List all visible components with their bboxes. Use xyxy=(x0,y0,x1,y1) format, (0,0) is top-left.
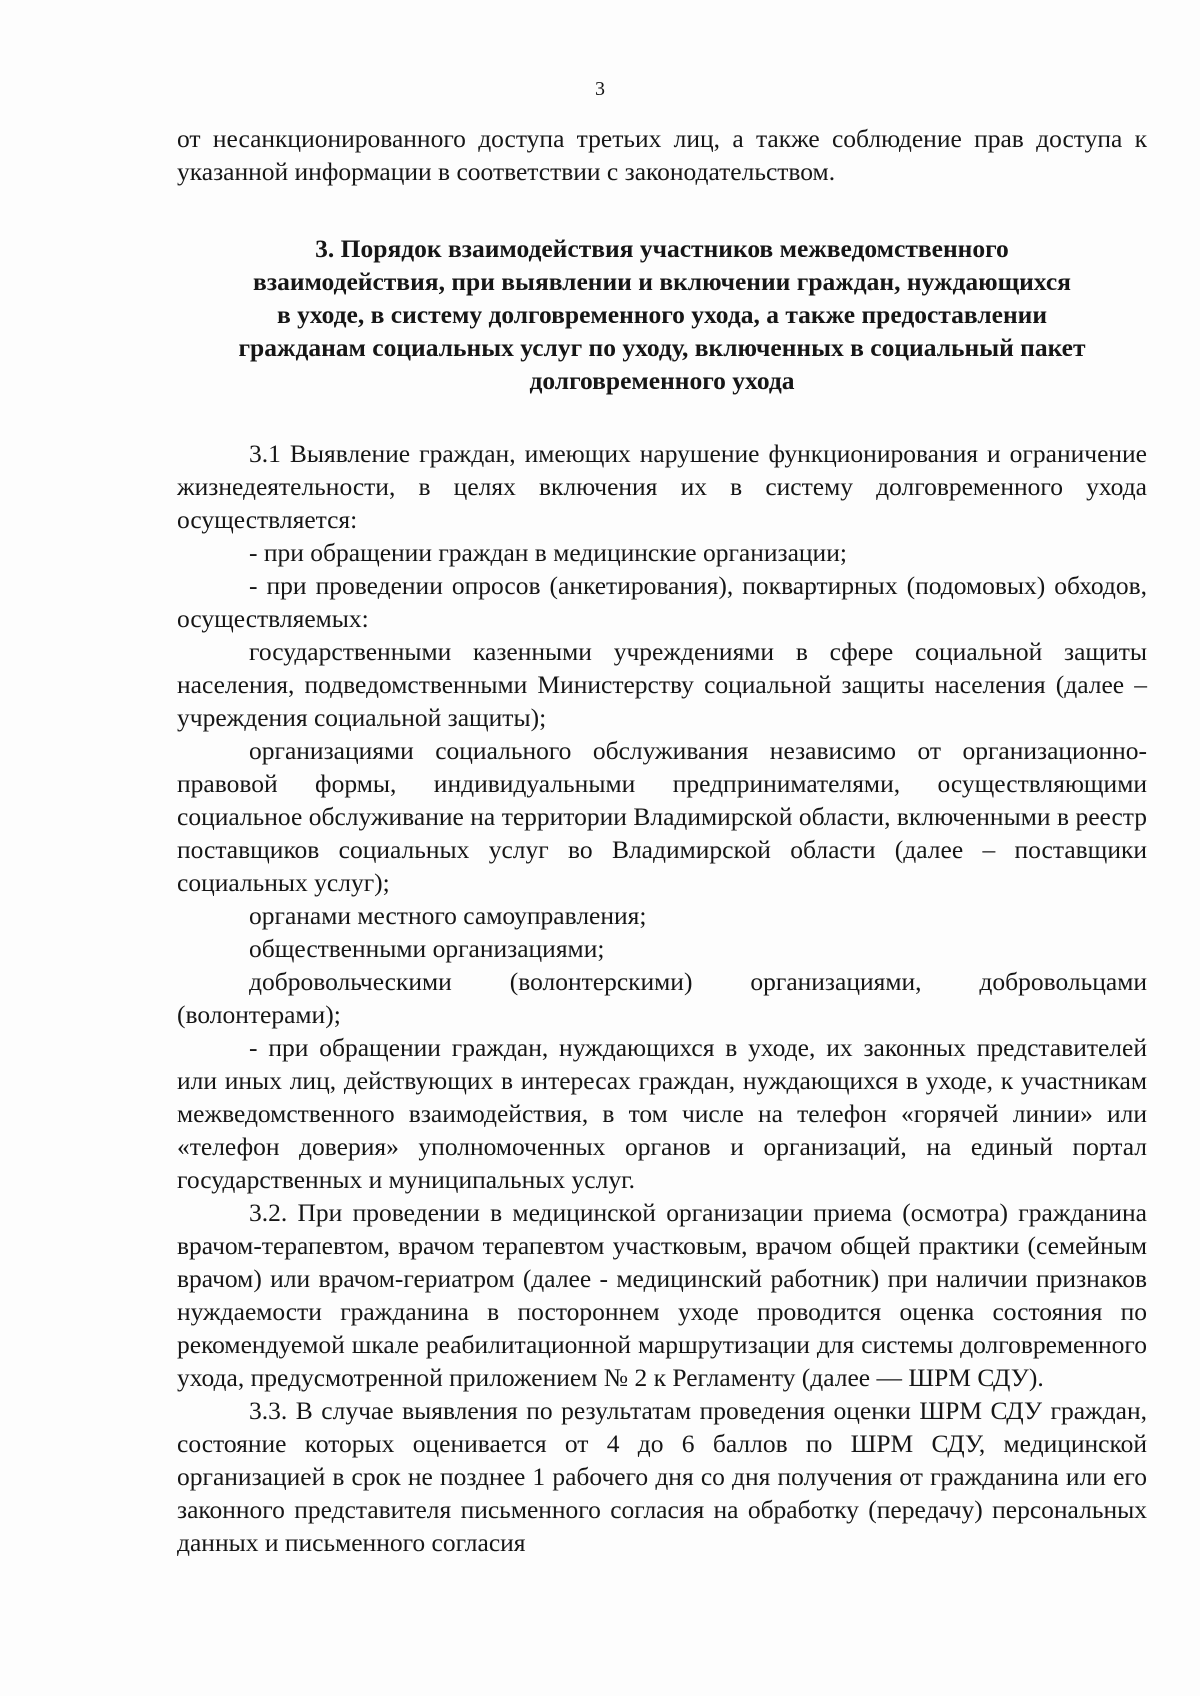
document-body xyxy=(177,122,1147,1559)
list-item-surveys: - при проведении опросов (анкетирования), поквартирных (подомовых) обходов, осуществляемых: xyxy=(177,571,1147,633)
section-title-line: долговременного ухода xyxy=(529,366,795,395)
paragraph-3-3: 3.3. В случае выявления по результатам проведения оценки ШРМ СДУ граждан, состояние которых оценивается от 4 до 6 баллов по ШРМ СДУ, медицинской организацией в срок не позднее 1 рабочего дня со дня получения от гражданина или его законного представителя письменного согласия на обработку (передачу) персональных данных и письменного согласия xyxy=(177,1396,1147,1557)
sub-item-public-organizations: общественными организациями; xyxy=(249,934,605,963)
paragraph-3-1: 3.1 Выявление граждан, имеющих нарушение функционирования и ограничение жизнедеятельности, в целях включения их в систему долговременного ухода осуществляется: xyxy=(177,439,1147,534)
section-title xyxy=(177,232,1147,397)
sub-item-volunteers: добровольческими (волонтерскими) организациями, добровольцами (волонтерами); xyxy=(177,967,1147,1029)
list-item-medical-appeal: - при обращении граждан в медицинские организации; xyxy=(249,538,847,567)
page-number: 3 xyxy=(595,78,605,100)
section-title-line: 3. Порядок взаимодействия участников межведомственного xyxy=(315,234,1009,263)
paragraph-3-2: 3.2. При проведении в медицинской организации приема (осмотра) гражданина врачом-терапевтом, врачом терапевтом участковым, врачом общей практики (семейным врачом) или врачом-гериатром (далее - медицинский работник) при наличии признаков нуждаемости гражданина в постороннем уходе проводится оценка состояния по рекомендуемой шкале реабилитационной маршрутизации для системы долговременного ухода, предусмотренной приложением № 2 к Регламенту (далее — ШРМ СДУ). xyxy=(177,1198,1147,1392)
sub-item-local-government: органами местного самоуправления; xyxy=(249,901,647,930)
section-title-line: в уходе, в систему долговременного ухода, а также предоставлении xyxy=(276,300,1048,329)
section-title-line: взаимодействия, при выявлении и включении граждан, нуждающихся xyxy=(253,267,1071,296)
sub-item-state-institutions: государственными казенными учреждениями в сфере социальной защиты населения, подведомственными Министерству социальной защиты населения (далее – учреждения социальной защиты); xyxy=(177,637,1147,732)
list-item-citizen-appeal: - при обращении граждан, нуждающихся в уходе, их законных представителей или иных лиц, действующих в интересах граждан, нуждающихся в уходе, к участникам межведомственного взаимодействия, в том числе на телефон «горячей линии» или «телефон доверия» уполномоченных органов и организаций, на единый портал государственных и муниципальных услуг. xyxy=(177,1033,1147,1194)
sub-item-social-organizations: организациями социального обслуживания независимо от организационно-правовой формы, индивидуальными предпринимателями, осуществляющими социальное обслуживание на территории Владимирской области, включенными в реестр поставщиков социальных услуг во Владимирской области (далее – поставщики социальных услуг); xyxy=(177,736,1147,897)
section-title-line: гражданам социальных услуг по уходу, включенных в социальный пакет xyxy=(238,333,1086,362)
intro-paragraph: от несанкционированного доступа третьих лиц, а также соблюдение прав доступа к указанной информации в соответствии с законодательством. xyxy=(177,124,1147,186)
